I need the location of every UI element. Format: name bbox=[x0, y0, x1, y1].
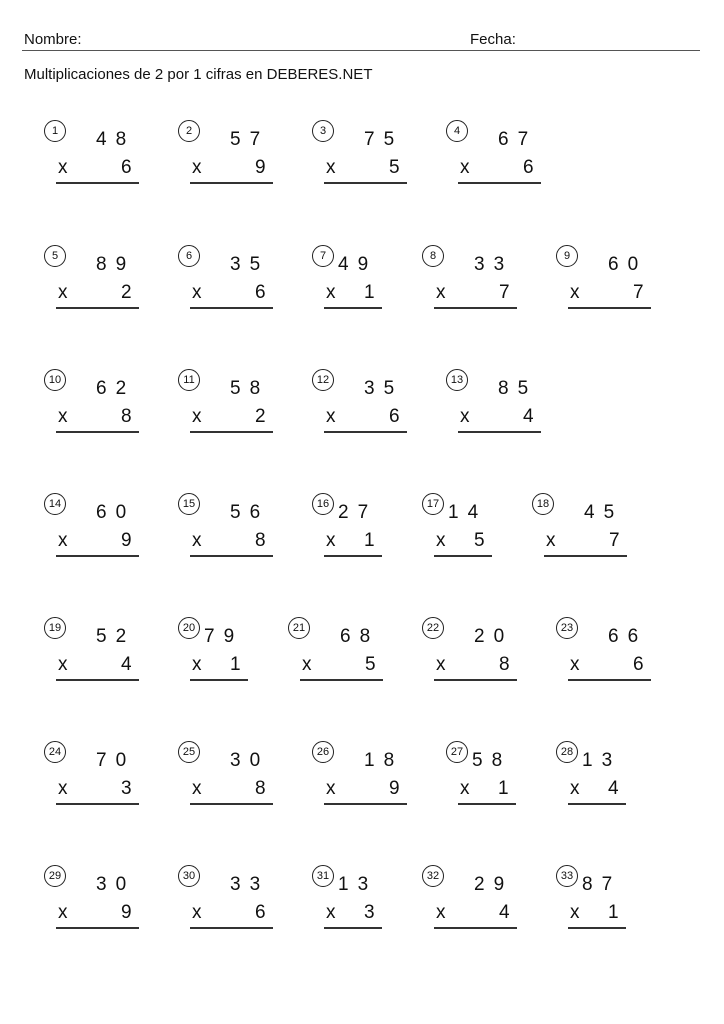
problem-19 bbox=[44, 617, 144, 687]
problem-21 bbox=[288, 617, 388, 687]
problem-10 bbox=[44, 369, 144, 439]
multiplicand: 58 bbox=[230, 378, 270, 399]
problem-number-badge: 23 bbox=[556, 617, 578, 639]
answer-line bbox=[56, 803, 139, 805]
multiplier: 1 bbox=[608, 902, 619, 923]
answer-line bbox=[56, 182, 139, 184]
multiplicand: 14 bbox=[448, 502, 488, 523]
problem-number-badge: 25 bbox=[178, 741, 200, 763]
multiply-sign: x bbox=[58, 654, 68, 675]
answer-line bbox=[324, 555, 382, 557]
multiplier: 8 bbox=[255, 778, 266, 799]
multiplicand: 60 bbox=[608, 254, 648, 275]
answer-line bbox=[568, 927, 626, 929]
problem-5 bbox=[44, 245, 144, 315]
multiply-sign: x bbox=[436, 530, 446, 551]
problem-number-badge: 4 bbox=[446, 120, 468, 142]
multiplier: 8 bbox=[121, 406, 132, 427]
answer-line bbox=[56, 927, 139, 929]
multiply-sign: x bbox=[546, 530, 556, 551]
problem-number-badge: 17 bbox=[422, 493, 444, 515]
multiply-sign: x bbox=[570, 902, 580, 923]
multiply-sign: x bbox=[58, 157, 68, 178]
problem-14 bbox=[44, 493, 144, 563]
multiplier: 9 bbox=[121, 902, 132, 923]
problem-6 bbox=[178, 245, 278, 315]
answer-line bbox=[190, 307, 273, 309]
multiply-sign: x bbox=[58, 530, 68, 551]
multiplier: 1 bbox=[498, 778, 509, 799]
problem-number-badge: 18 bbox=[532, 493, 554, 515]
multiplicand: 57 bbox=[230, 129, 270, 150]
answer-line bbox=[56, 555, 139, 557]
answer-line bbox=[568, 679, 651, 681]
multiplier: 8 bbox=[255, 530, 266, 551]
multiplicand: 67 bbox=[498, 129, 538, 150]
problem-18 bbox=[532, 493, 632, 563]
multiplier: 4 bbox=[121, 654, 132, 675]
answer-line bbox=[300, 679, 383, 681]
multiply-sign: x bbox=[460, 778, 470, 799]
answer-line bbox=[190, 431, 273, 433]
problem-28 bbox=[556, 741, 656, 811]
multiply-sign: x bbox=[192, 530, 202, 551]
multiplier: 6 bbox=[255, 282, 266, 303]
multiply-sign: x bbox=[326, 406, 336, 427]
problem-number-badge: 22 bbox=[422, 617, 444, 639]
multiply-sign: x bbox=[58, 282, 68, 303]
answer-line bbox=[190, 803, 273, 805]
problem-number-badge: 16 bbox=[312, 493, 334, 515]
multiply-sign: x bbox=[58, 406, 68, 427]
multiply-sign: x bbox=[570, 654, 580, 675]
multiplier: 7 bbox=[633, 282, 644, 303]
answer-line bbox=[56, 307, 139, 309]
problem-number-badge: 11 bbox=[178, 369, 200, 391]
problem-number-badge: 20 bbox=[178, 617, 200, 639]
multiplier: 6 bbox=[121, 157, 132, 178]
answer-line bbox=[324, 803, 407, 805]
multiplier: 3 bbox=[364, 902, 375, 923]
multiply-sign: x bbox=[436, 654, 446, 675]
answer-line bbox=[190, 182, 273, 184]
multiplicand: 33 bbox=[474, 254, 514, 275]
answer-line bbox=[324, 431, 407, 433]
multiplier: 8 bbox=[499, 654, 510, 675]
multiply-sign: x bbox=[570, 282, 580, 303]
multiplicand: 66 bbox=[608, 626, 648, 647]
multiply-sign: x bbox=[326, 778, 336, 799]
multiplier: 4 bbox=[608, 778, 619, 799]
problem-32 bbox=[422, 865, 522, 935]
problem-7 bbox=[312, 245, 412, 315]
multiply-sign: x bbox=[326, 282, 336, 303]
answer-line bbox=[324, 927, 382, 929]
worksheet-title: Multiplicaciones de 2 por 1 cifras en DEBERES.NET bbox=[24, 66, 373, 83]
problem-number-badge: 7 bbox=[312, 245, 334, 267]
multiplicand: 13 bbox=[338, 874, 378, 895]
answer-line bbox=[324, 307, 382, 309]
problem-number-badge: 12 bbox=[312, 369, 334, 391]
multiplicand: 89 bbox=[96, 254, 136, 275]
problem-25 bbox=[178, 741, 278, 811]
multiplicand: 52 bbox=[96, 626, 136, 647]
multiply-sign: x bbox=[192, 406, 202, 427]
problem-number-badge: 24 bbox=[44, 741, 66, 763]
problem-number-badge: 28 bbox=[556, 741, 578, 763]
problem-16 bbox=[312, 493, 412, 563]
problem-8 bbox=[422, 245, 522, 315]
problem-number-badge: 5 bbox=[44, 245, 66, 267]
problem-3 bbox=[312, 120, 412, 190]
answer-line bbox=[56, 431, 139, 433]
multiplicand: 27 bbox=[338, 502, 378, 523]
multiplier: 1 bbox=[364, 282, 375, 303]
multiplicand: 20 bbox=[474, 626, 514, 647]
multiplicand: 49 bbox=[338, 254, 378, 275]
multiplicand: 30 bbox=[96, 874, 136, 895]
problem-number-badge: 19 bbox=[44, 617, 66, 639]
answer-line bbox=[190, 679, 248, 681]
problem-number-badge: 13 bbox=[446, 369, 468, 391]
problem-number-badge: 9 bbox=[556, 245, 578, 267]
problem-22 bbox=[422, 617, 522, 687]
multiplicand: 79 bbox=[204, 626, 244, 647]
multiply-sign: x bbox=[192, 282, 202, 303]
problem-number-badge: 30 bbox=[178, 865, 200, 887]
problem-9 bbox=[556, 245, 656, 315]
problem-number-badge: 33 bbox=[556, 865, 578, 887]
problem-15 bbox=[178, 493, 278, 563]
problem-27 bbox=[446, 741, 546, 811]
answer-line bbox=[324, 182, 407, 184]
multiply-sign: x bbox=[58, 778, 68, 799]
multiplier: 1 bbox=[364, 530, 375, 551]
problem-number-badge: 3 bbox=[312, 120, 334, 142]
multiplicand: 18 bbox=[364, 750, 404, 771]
problem-26 bbox=[312, 741, 412, 811]
problem-33 bbox=[556, 865, 656, 935]
multiply-sign: x bbox=[302, 654, 312, 675]
problem-13 bbox=[446, 369, 546, 439]
answer-line bbox=[568, 803, 626, 805]
multiplier: 3 bbox=[121, 778, 132, 799]
multiplicand: 58 bbox=[472, 750, 512, 771]
multiply-sign: x bbox=[192, 778, 202, 799]
multiplier: 1 bbox=[230, 654, 241, 675]
problem-number-badge: 29 bbox=[44, 865, 66, 887]
multiplicand: 29 bbox=[474, 874, 514, 895]
problem-29 bbox=[44, 865, 144, 935]
problem-number-badge: 21 bbox=[288, 617, 310, 639]
multiplicand: 30 bbox=[230, 750, 270, 771]
multiplicand: 13 bbox=[582, 750, 622, 771]
multiplicand: 35 bbox=[230, 254, 270, 275]
multiplier: 9 bbox=[255, 157, 266, 178]
problem-number-badge: 10 bbox=[44, 369, 66, 391]
multiplicand: 87 bbox=[582, 874, 622, 895]
problem-17 bbox=[422, 493, 522, 563]
problem-30 bbox=[178, 865, 278, 935]
multiplier: 6 bbox=[523, 157, 534, 178]
problem-number-badge: 1 bbox=[44, 120, 66, 142]
multiplier: 4 bbox=[523, 406, 534, 427]
multiply-sign: x bbox=[570, 778, 580, 799]
multiply-sign: x bbox=[192, 157, 202, 178]
problem-1 bbox=[44, 120, 144, 190]
multiply-sign: x bbox=[436, 282, 446, 303]
name-label: Nombre: bbox=[24, 31, 82, 48]
multiplicand: 56 bbox=[230, 502, 270, 523]
multiplicand: 62 bbox=[96, 378, 136, 399]
multiplier: 5 bbox=[474, 530, 485, 551]
answer-line bbox=[458, 182, 541, 184]
problem-number-badge: 32 bbox=[422, 865, 444, 887]
date-label: Fecha: bbox=[470, 31, 516, 48]
multiply-sign: x bbox=[460, 157, 470, 178]
problem-2 bbox=[178, 120, 278, 190]
problem-11 bbox=[178, 369, 278, 439]
multiply-sign: x bbox=[326, 157, 336, 178]
answer-line bbox=[458, 803, 516, 805]
multiplier: 4 bbox=[499, 902, 510, 923]
multiplicand: 75 bbox=[364, 129, 404, 150]
multiplicand: 85 bbox=[498, 378, 538, 399]
multiplicand: 45 bbox=[584, 502, 624, 523]
problem-number-badge: 31 bbox=[312, 865, 334, 887]
problem-number-badge: 27 bbox=[446, 741, 468, 763]
multiplier: 9 bbox=[389, 778, 400, 799]
multiplier: 6 bbox=[255, 902, 266, 923]
answer-line bbox=[434, 307, 517, 309]
multiplier: 5 bbox=[365, 654, 376, 675]
problem-number-badge: 2 bbox=[178, 120, 200, 142]
multiplier: 6 bbox=[389, 406, 400, 427]
answer-line bbox=[544, 555, 627, 557]
answer-line bbox=[568, 307, 651, 309]
answer-line bbox=[56, 679, 139, 681]
problem-number-badge: 26 bbox=[312, 741, 334, 763]
multiplier: 6 bbox=[633, 654, 644, 675]
answer-line bbox=[434, 679, 517, 681]
problem-number-badge: 6 bbox=[178, 245, 200, 267]
multiply-sign: x bbox=[326, 902, 336, 923]
problem-31 bbox=[312, 865, 412, 935]
header-divider bbox=[22, 50, 700, 51]
multiplicand: 70 bbox=[96, 750, 136, 771]
multiplier: 2 bbox=[255, 406, 266, 427]
multiply-sign: x bbox=[460, 406, 470, 427]
answer-line bbox=[434, 927, 517, 929]
answer-line bbox=[190, 555, 273, 557]
multiplier: 7 bbox=[499, 282, 510, 303]
problem-number-badge: 15 bbox=[178, 493, 200, 515]
problem-12 bbox=[312, 369, 412, 439]
problem-number-badge: 8 bbox=[422, 245, 444, 267]
answer-line bbox=[458, 431, 541, 433]
problem-4 bbox=[446, 120, 546, 190]
multiplier: 7 bbox=[609, 530, 620, 551]
multiplier: 5 bbox=[389, 157, 400, 178]
multiply-sign: x bbox=[192, 902, 202, 923]
problem-20 bbox=[178, 617, 278, 687]
multiply-sign: x bbox=[192, 654, 202, 675]
problem-23 bbox=[556, 617, 656, 687]
multiplicand: 60 bbox=[96, 502, 136, 523]
multiply-sign: x bbox=[326, 530, 336, 551]
multiply-sign: x bbox=[436, 902, 446, 923]
multiplicand: 33 bbox=[230, 874, 270, 895]
multiplicand: 35 bbox=[364, 378, 404, 399]
multiplicand: 48 bbox=[96, 129, 136, 150]
multiplicand: 68 bbox=[340, 626, 380, 647]
multiplier: 9 bbox=[121, 530, 132, 551]
problem-number-badge: 14 bbox=[44, 493, 66, 515]
answer-line bbox=[190, 927, 273, 929]
answer-line bbox=[434, 555, 492, 557]
multiplier: 2 bbox=[121, 282, 132, 303]
multiply-sign: x bbox=[58, 902, 68, 923]
problem-24 bbox=[44, 741, 144, 811]
